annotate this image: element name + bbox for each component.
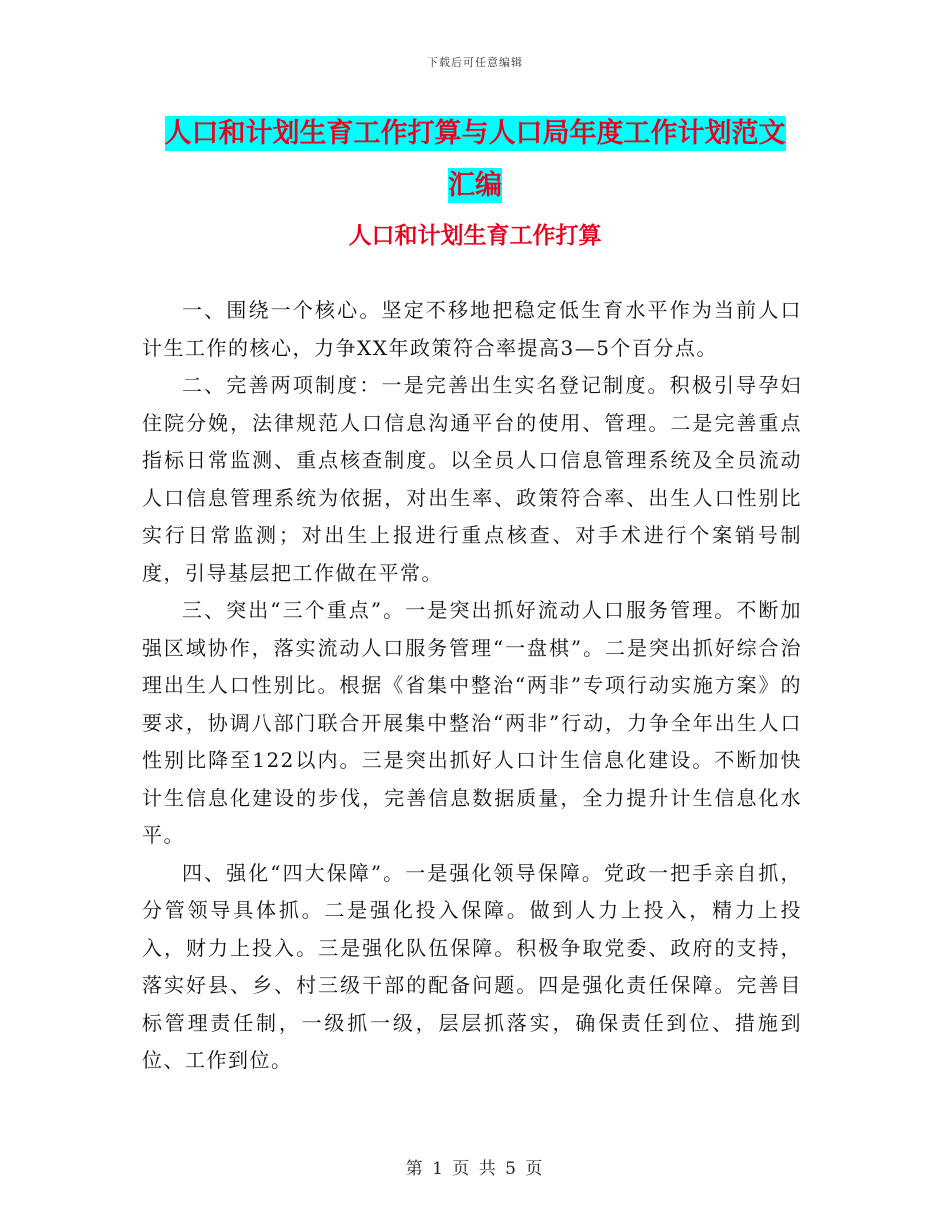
section-title: 人口和计划生育工作打算	[348, 222, 602, 249]
paragraph-1: 一、围绕一个核心。坚定不移地把稳定低生育水平作为当前人口计生工作的核心，力争XX年政策符合率提高3—5个百分点。	[142, 298, 802, 360]
document-title	[140, 108, 810, 212]
header-note: 下载后可任意编辑	[427, 56, 523, 69]
document-body	[142, 292, 802, 1080]
page-number-footer: 第 1 页 共 5 页	[405, 1159, 545, 1179]
document-title-line-2: 汇编	[448, 170, 502, 201]
paragraph-2: 二、完善两项制度：一是完善出生实名登记制度。积极引导孕妇住院分娩，法律规范人口信息沟通平台的使用、管理。二是完善重点指标日常监测、重点核查制度。以全员人口信息管理系统及全员流动人口信息管理系统为依据，对出生率、政策符合率、出生人口性别比实行日常监测；对出生上报进行重点核查、对手术进行个案销号制度，引导基层把工作做在平常。	[142, 373, 802, 585]
document-title-line-1: 人口和计划生育工作打算与人口局年度工作计划范文	[164, 118, 786, 149]
paragraph-3: 三、突出“三个重点”。一是突出抓好流动人口服务管理。不断加强区域协作，落实流动人口服务管理“一盘棋”。二是突出抓好综合治理出生人口性别比。根据《省集中整治“两非”专项行动实施方案》的要求，协调八部门联合开展集中整治“两非”行动，力争全年出生人口性别比降至122以内。三是突出抓好人口计生信息化建设。不断加快计生信息化建设的步伐，完善信息数据质量，全力提升计生信息化水平。	[142, 598, 802, 847]
paragraph-4: 四、强化“四大保障”。一是强化领导保障。党政一把手亲自抓，分管领导具体抓。二是强化投入保障。做到人力上投入，精力上投入，财力上投入。三是强化队伍保障。积极争取党委、政府的支持，落实好县、乡、村三级干部的配备问题。四是强化责任保障。完善目标管理责任制，一级抓一级，层层抓落实，确保责任到位、措施到位、工作到位。	[142, 860, 802, 1072]
